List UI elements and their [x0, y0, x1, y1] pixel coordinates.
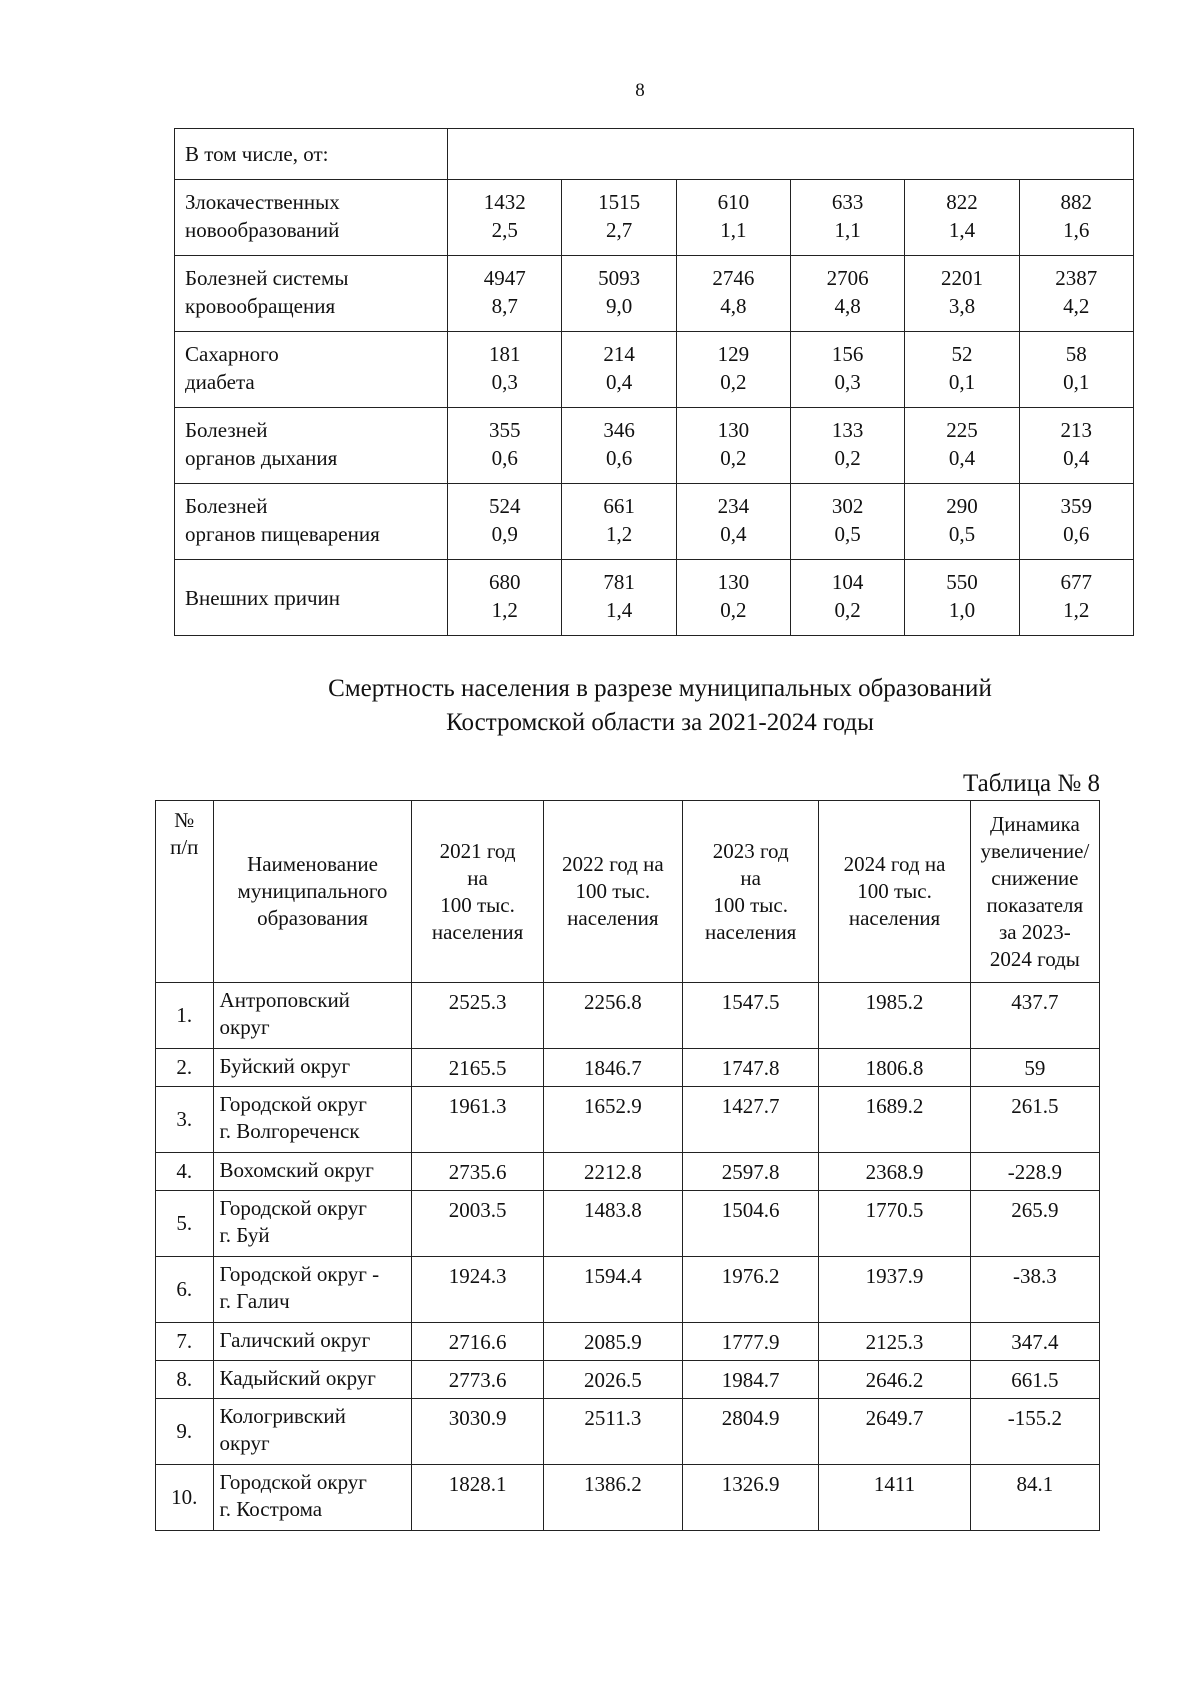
- rate-2022: 2511.3: [543, 1399, 682, 1465]
- value-line: 1,4: [948, 218, 976, 242]
- table-row: [156, 1153, 1100, 1191]
- row-label: [175, 332, 448, 408]
- row-label-line: новообразований: [185, 218, 340, 242]
- value-line: 2,5: [491, 218, 518, 242]
- value-line: 0,3: [834, 370, 861, 394]
- rate-2023: 1326.9: [683, 1465, 819, 1531]
- value-cell: [562, 180, 676, 256]
- header-label: В том числе, от:: [175, 129, 448, 180]
- rate-2023: 1504.6: [683, 1191, 819, 1257]
- row-label-line: кровообращения: [185, 294, 336, 318]
- value-cell: [791, 560, 905, 636]
- value-line: 0,6: [1063, 522, 1090, 546]
- value-line: 0,1: [948, 370, 976, 394]
- value-line: 0,5: [834, 522, 861, 546]
- rate-2023: 1747.8: [683, 1049, 819, 1087]
- header-2022-line: 2022 год на: [561, 852, 664, 876]
- row-label-line: Злокачественных: [185, 190, 340, 214]
- rate-2022: 2085.9: [543, 1323, 682, 1361]
- table-row: [156, 1049, 1100, 1087]
- row-label-line: Внешних причин: [185, 585, 340, 610]
- value-cell: [791, 408, 905, 484]
- value-cell: [562, 484, 676, 560]
- rate-2023: 2597.8: [683, 1153, 819, 1191]
- value-line: 4,8: [720, 294, 747, 318]
- header-2024-line: населения: [848, 906, 941, 930]
- row-label: [175, 408, 448, 484]
- row-number: 3.: [156, 1087, 214, 1153]
- rate-2022: 1652.9: [543, 1087, 682, 1153]
- value-line: 9,0: [605, 294, 633, 318]
- header-2021-line: 2021 год: [439, 838, 516, 863]
- value-cell: [448, 256, 562, 332]
- value-line: 0,5: [948, 522, 976, 546]
- value-cell: [562, 408, 676, 484]
- value-cell: [676, 560, 790, 636]
- rate-2024: 1689.2: [819, 1087, 970, 1153]
- rate-2021: 2165.5: [412, 1049, 543, 1087]
- value-line: 0,2: [720, 598, 747, 622]
- page-number: 8: [635, 80, 645, 101]
- value-cell: [562, 332, 676, 408]
- dynamics-value: -155.2: [970, 1399, 1099, 1465]
- rate-2023: 1976.2: [683, 1257, 819, 1323]
- rate-2022: 1594.4: [543, 1257, 682, 1323]
- table-row: [175, 256, 1134, 332]
- table-row: [156, 1465, 1100, 1531]
- value-line: 882: [1060, 190, 1093, 214]
- header-dynamics-line: снижение: [991, 865, 1079, 890]
- rate-2024: 2646.2: [819, 1361, 970, 1399]
- value-line: 610: [717, 190, 750, 214]
- dynamics-value: -38.3: [970, 1257, 1099, 1323]
- row-number: 7.: [156, 1323, 214, 1361]
- municipality-name-line: Городской округ: [219, 1092, 367, 1116]
- value-line: 0,2: [720, 446, 747, 470]
- dynamics-value: 59: [970, 1049, 1099, 1087]
- municipality-name: [213, 1465, 412, 1531]
- rate-2023: 1777.9: [683, 1323, 819, 1361]
- value-line: 8,7: [491, 294, 518, 318]
- header-dynamics-line: увеличение/: [980, 838, 1090, 863]
- value-line: 680: [489, 570, 521, 594]
- rate-2024: 1770.5: [819, 1191, 970, 1257]
- header-name-line: муниципального: [237, 879, 388, 903]
- row-label-line: диабета: [185, 370, 255, 394]
- value-line: 550: [946, 570, 978, 594]
- value-line: 1,1: [720, 218, 747, 242]
- value-line: 129: [717, 342, 750, 366]
- municipality-name-line: Галичский округ: [219, 1328, 371, 1352]
- value-line: 214: [603, 342, 635, 366]
- table-row: [175, 129, 1134, 180]
- municipality-name: [213, 983, 412, 1049]
- row-label: [175, 180, 448, 256]
- row-label-line: Сахарного: [185, 342, 279, 366]
- value-line: 4947: [483, 266, 526, 290]
- header-empty-cell: [448, 129, 1134, 180]
- dynamics-value: 84.1: [970, 1465, 1099, 1531]
- value-cell: [448, 484, 562, 560]
- rate-2021: 1961.3: [412, 1087, 543, 1153]
- value-line: 1,2: [491, 598, 518, 622]
- municipality-name-line: Кологривский: [219, 1404, 346, 1428]
- rate-2022: 2212.8: [543, 1153, 682, 1191]
- rate-2024: 1937.9: [819, 1257, 970, 1323]
- rate-2024: 1985.2: [819, 983, 970, 1049]
- value-line: 4,8: [834, 294, 861, 318]
- row-number: 8.: [156, 1361, 214, 1399]
- dynamics-value: 265.9: [970, 1191, 1099, 1257]
- rate-2022: 2026.5: [543, 1361, 682, 1399]
- value-line: 0,4: [948, 446, 976, 470]
- mortality-by-municipality-table: [155, 800, 1100, 1531]
- value-line: 156: [831, 342, 864, 366]
- value-cell: [676, 256, 790, 332]
- value-line: 290: [946, 494, 978, 518]
- causes-of-death-table: [174, 128, 1134, 636]
- value-line: 0,3: [491, 370, 518, 394]
- value-line: 355: [489, 418, 521, 442]
- header-number-line: п/п: [170, 835, 199, 859]
- header-2021: [412, 801, 543, 983]
- table-row: [156, 1191, 1100, 1257]
- municipality-name: [213, 1049, 412, 1087]
- table-row: [156, 1361, 1100, 1399]
- value-line: 661: [603, 494, 635, 518]
- value-line: 1,6: [1063, 218, 1090, 242]
- value-cell: [1019, 256, 1133, 332]
- value-line: 0,4: [720, 522, 747, 546]
- value-line: 1,1: [834, 218, 861, 242]
- rate-2021: 2735.6: [412, 1153, 543, 1191]
- value-cell: [791, 484, 905, 560]
- section-title: [180, 672, 1140, 740]
- table-row: [156, 1257, 1100, 1323]
- value-line: 677: [1060, 570, 1093, 594]
- rate-2024: 2368.9: [819, 1153, 970, 1191]
- rate-2021: 2773.6: [412, 1361, 543, 1399]
- header-2022-line: 100 тыс.: [575, 879, 651, 903]
- municipality-name: [213, 1399, 412, 1465]
- value-line: 2,7: [605, 218, 633, 242]
- municipality-name-line: Антроповский: [219, 988, 350, 1012]
- header-2023-line: населения: [704, 919, 797, 944]
- header-2021-line: населения: [431, 919, 524, 944]
- value-cell: [676, 332, 790, 408]
- header-2023-line: 100 тыс.: [713, 892, 788, 917]
- value-line: 213: [1060, 418, 1093, 442]
- municipality-name-line: округ: [219, 1015, 270, 1039]
- value-line: 2201: [940, 266, 983, 290]
- header-dynamics-line: Динамика: [989, 811, 1080, 836]
- municipality-name: [213, 1191, 412, 1257]
- row-number: 9.: [156, 1399, 214, 1465]
- header-number-line: №: [174, 808, 195, 832]
- value-line: 133: [831, 418, 864, 442]
- municipality-name: [213, 1323, 412, 1361]
- value-cell: [448, 560, 562, 636]
- row-number: 1.: [156, 983, 214, 1049]
- dynamics-value: 347.4: [970, 1323, 1099, 1361]
- municipality-name-line: Вохомский округ: [219, 1158, 374, 1182]
- rate-2021: 1828.1: [412, 1465, 543, 1531]
- value-line: 1,2: [605, 522, 633, 546]
- section-title-line-2: Костромской области за 2021-2024 годы: [446, 709, 874, 736]
- value-cell: [448, 332, 562, 408]
- header-2024-line: 100 тыс.: [857, 879, 932, 903]
- value-line: 1,4: [605, 598, 633, 622]
- value-cell: [1019, 484, 1133, 560]
- value-line: 130: [717, 570, 750, 594]
- municipality-name-line: г. Галич: [219, 1289, 290, 1313]
- dynamics-value: -228.9: [970, 1153, 1099, 1191]
- table-row: [156, 1323, 1100, 1361]
- rate-2022: 1386.2: [543, 1465, 682, 1531]
- value-cell: [1019, 408, 1133, 484]
- value-line: 0,9: [491, 522, 518, 546]
- value-cell: [905, 180, 1019, 256]
- row-label: [175, 256, 448, 332]
- row-label-line: органов пищеварения: [185, 522, 380, 546]
- municipality-name-line: г. Волгореченск: [219, 1119, 360, 1143]
- value-cell: [905, 332, 1019, 408]
- rate-2024: 1411: [819, 1465, 970, 1531]
- value-line: 3,8: [948, 294, 976, 318]
- rate-2021: 2003.5: [412, 1191, 543, 1257]
- rate-2024: 2125.3: [819, 1323, 970, 1361]
- value-cell: [905, 408, 1019, 484]
- dynamics-value: 661.5: [970, 1361, 1099, 1399]
- value-cell: [1019, 560, 1133, 636]
- value-line: 0,6: [605, 446, 633, 470]
- header-2024: [819, 801, 970, 983]
- value-cell: [448, 408, 562, 484]
- rate-2022: 1846.7: [543, 1049, 682, 1087]
- municipality-name-line: Городской округ -: [219, 1262, 380, 1286]
- rate-2023: 2804.9: [683, 1399, 819, 1465]
- row-number: 2.: [156, 1049, 214, 1087]
- table-row: [175, 560, 1134, 636]
- value-line: 58: [1065, 342, 1087, 366]
- rate-2023: 1984.7: [683, 1361, 819, 1399]
- value-line: 0,2: [720, 370, 747, 394]
- rate-2023: 1547.5: [683, 983, 819, 1049]
- section-title-line-1: Смертность населения в разрезе муниципальных образований: [328, 675, 992, 702]
- value-line: 4,2: [1063, 294, 1090, 318]
- value-cell: [791, 332, 905, 408]
- municipality-name-line: г. Кострома: [219, 1497, 323, 1521]
- municipality-name: [213, 1361, 412, 1399]
- value-line: 5093: [598, 266, 641, 290]
- rate-2023: 1427.7: [683, 1087, 819, 1153]
- value-line: 2746: [712, 266, 755, 290]
- row-label-line: Болезней: [185, 418, 268, 442]
- value-line: 2706: [826, 266, 869, 290]
- value-line: 1515: [598, 190, 641, 214]
- table-row: [156, 983, 1100, 1049]
- table-row: [175, 408, 1134, 484]
- header-number: [156, 801, 214, 983]
- value-line: 130: [717, 418, 750, 442]
- value-line: 181: [489, 342, 521, 366]
- header-name: [213, 801, 412, 983]
- row-number: 4.: [156, 1153, 214, 1191]
- value-line: 225: [946, 418, 978, 442]
- rate-2021: 2525.3: [412, 983, 543, 1049]
- table-row: [175, 180, 1134, 256]
- value-cell: [1019, 180, 1133, 256]
- value-line: 822: [946, 190, 978, 214]
- row-label-line: Болезней: [185, 494, 268, 518]
- value-line: 234: [717, 494, 750, 518]
- header-2022-line: населения: [567, 906, 659, 930]
- rate-2021: 2716.6: [412, 1323, 543, 1361]
- table-row: [156, 1399, 1100, 1465]
- value-line: 0,2: [834, 446, 861, 470]
- row-number: 5.: [156, 1191, 214, 1257]
- value-line: 781: [603, 570, 635, 594]
- dynamics-value: 261.5: [970, 1087, 1099, 1153]
- row-label: [175, 484, 448, 560]
- table-header-row: [156, 801, 1100, 983]
- value-line: 0,2: [834, 598, 861, 622]
- value-cell: [791, 256, 905, 332]
- municipality-name-line: Городской округ: [219, 1470, 367, 1494]
- value-cell: [562, 560, 676, 636]
- row-label-line: органов дыхания: [185, 446, 338, 470]
- header-dynamics-line: 2024 годы: [989, 946, 1080, 971]
- value-line: 524: [489, 494, 521, 518]
- table-row: [175, 332, 1134, 408]
- rate-2024: 1806.8: [819, 1049, 970, 1087]
- value-line: 346: [603, 418, 635, 442]
- rate-2022: 1483.8: [543, 1191, 682, 1257]
- value-cell: [791, 180, 905, 256]
- value-line: 633: [831, 190, 864, 214]
- rate-2021: 1924.3: [412, 1257, 543, 1323]
- header-2023: [683, 801, 819, 983]
- municipality-name: [213, 1257, 412, 1323]
- value-cell: [448, 180, 562, 256]
- municipality-name-line: Городской округ: [219, 1196, 367, 1220]
- value-line: 0,4: [1063, 446, 1090, 470]
- header-2024-line: 2024 год на: [843, 852, 946, 876]
- value-line: 1,2: [1063, 598, 1090, 622]
- header-2021-line: на: [467, 865, 488, 890]
- value-line: 104: [831, 570, 864, 594]
- value-line: 1,0: [948, 598, 976, 622]
- value-line: 52: [951, 342, 973, 366]
- value-cell: [905, 256, 1019, 332]
- header-2023-line: 2023 год: [712, 838, 789, 863]
- header-dynamics-line: за 2023-: [998, 919, 1071, 944]
- row-number: 6.: [156, 1257, 214, 1323]
- municipality-name-line: Буйский округ: [219, 1054, 351, 1078]
- value-line: 1432: [483, 190, 526, 214]
- value-line: 0,1: [1063, 370, 1090, 394]
- header-name-line: образования: [257, 906, 368, 930]
- header-2022: [543, 801, 682, 983]
- municipality-name-line: Кадыйский округ: [219, 1366, 376, 1390]
- rate-2022: 2256.8: [543, 983, 682, 1049]
- value-cell: [676, 484, 790, 560]
- table-caption: Таблица № 8: [962, 770, 1100, 797]
- value-cell: [905, 484, 1019, 560]
- rate-2024: 2649.7: [819, 1399, 970, 1465]
- municipality-name-line: г. Буй: [219, 1223, 270, 1247]
- header-dynamics: [970, 801, 1099, 983]
- value-line: 2387: [1055, 266, 1098, 290]
- header-2021-line: 100 тыс.: [440, 892, 515, 917]
- row-number: 10.: [156, 1465, 214, 1531]
- value-cell: [562, 256, 676, 332]
- value-cell: [1019, 332, 1133, 408]
- municipality-name: [213, 1153, 412, 1191]
- table-row: [156, 1087, 1100, 1153]
- row-label: [175, 560, 448, 636]
- value-line: 0,4: [605, 370, 633, 394]
- table-row: [175, 484, 1134, 560]
- value-cell: [676, 408, 790, 484]
- row-label-line: Болезней системы: [185, 266, 349, 290]
- municipality-name-line: округ: [219, 1431, 270, 1455]
- header-2023-line: на: [740, 865, 761, 890]
- value-cell: [905, 560, 1019, 636]
- rate-2021: 3030.9: [412, 1399, 543, 1465]
- header-dynamics-line: показателя: [986, 892, 1084, 917]
- dynamics-value: 437.7: [970, 983, 1099, 1049]
- value-cell: [676, 180, 790, 256]
- value-line: 302: [831, 494, 864, 518]
- value-line: 359: [1060, 494, 1093, 518]
- header-name-line: Наименование: [247, 852, 378, 876]
- municipality-name: [213, 1087, 412, 1153]
- value-line: 0,6: [491, 446, 518, 470]
